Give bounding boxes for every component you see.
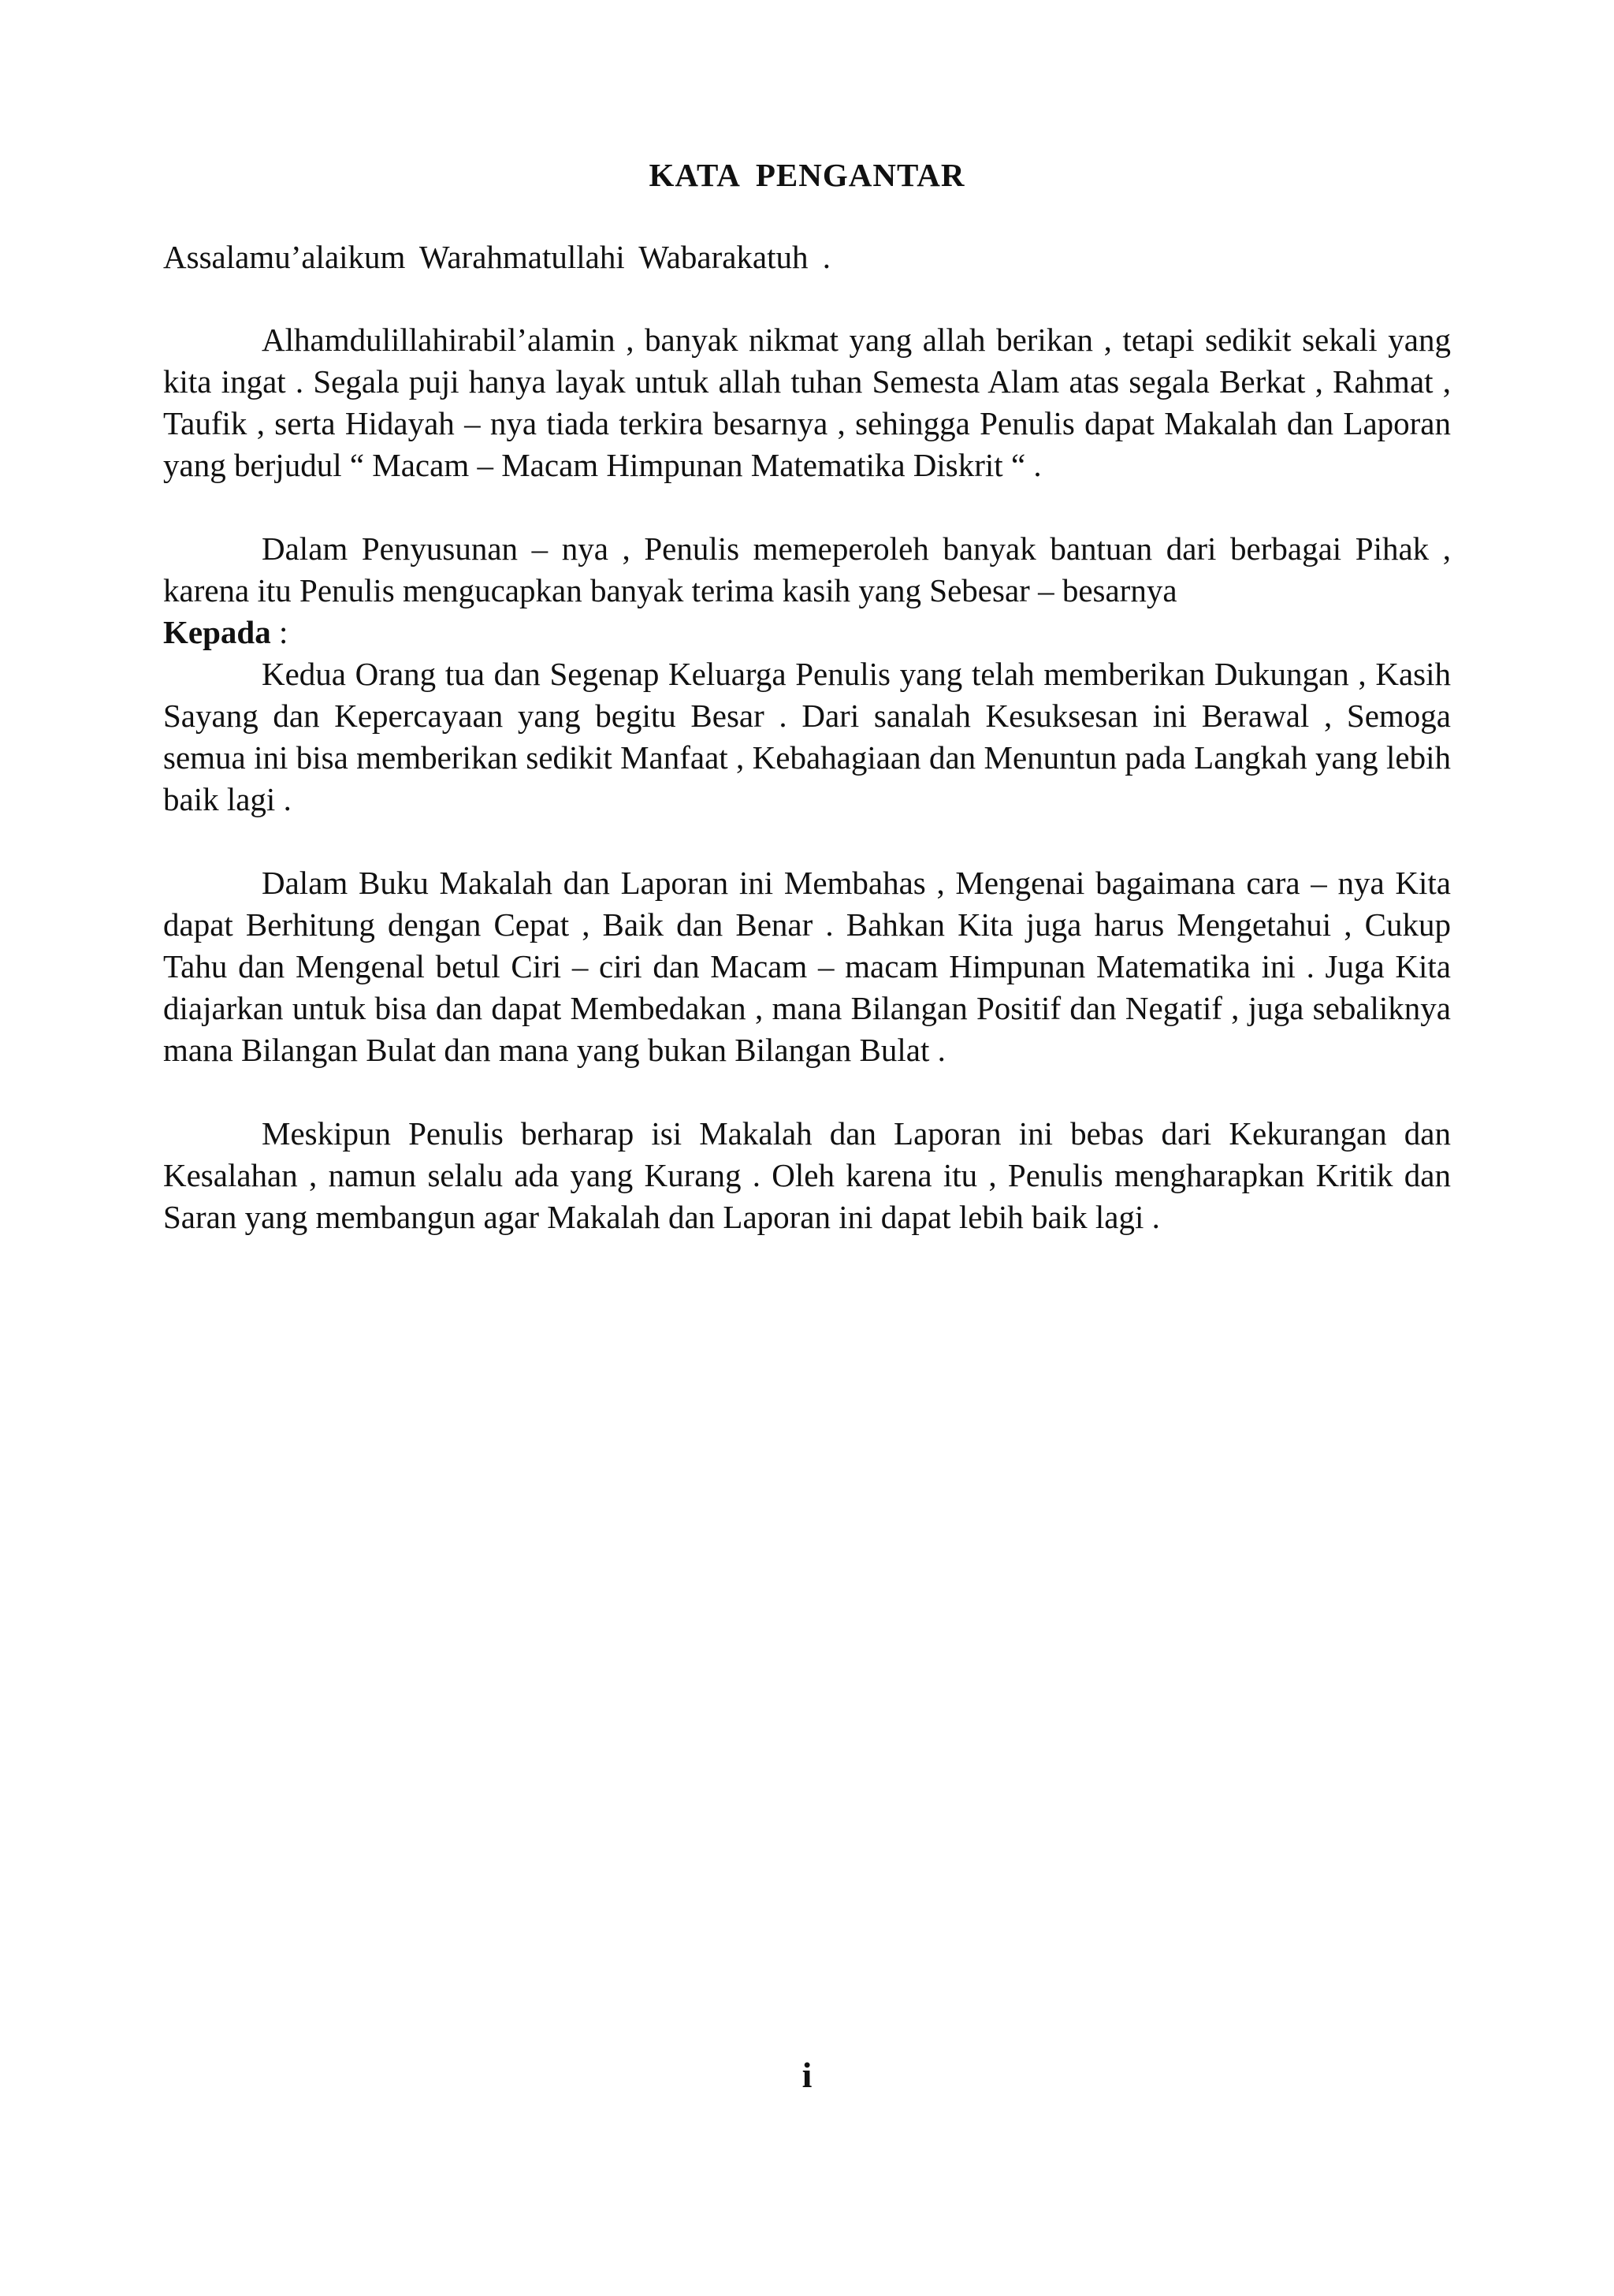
page-title: KATA PENGANTAR [649, 157, 965, 193]
paragraph-buku: Dalam Buku Makalah dan Laporan ini Membahas , Mengenai bagaimana cara – nya Kita dapat Berhitung dengan Cepat , Baik dan Benar . Bahkan Kita juga harus Mengetahui , Cukup Tahu dan Mengenal betul Ciri – ciri dan Macam – macam Himpunan Matematika ini . Juga Kita diajarkan untuk bisa dan dapat Membedakan , mana Bilangan Positif dan Negatif , juga sebaliknya mana Bilangan Bulat dan mana yang bukan Bilangan Bulat . [163, 865, 1451, 1068]
page-number: i [801, 2055, 813, 2095]
paragraph-penyusunan: Dalam Penyusunan – nya , Penulis memeperoleh banyak bantuan dari berbagai Pihak , karena itu Penulis mengucapkan banyak terima kasih yang Sebesar – besarnya [163, 530, 1451, 608]
kepada-line [163, 612, 1451, 653]
paragraph-kedua: Kedua Orang tua dan Segenap Keluarga Penulis yang telah memberikan Dukungan , Kasih Sayang dan Kepercayaan yang begitu Besar . Dari sanalah Kesuksesan ini Berawal , Semoga semua ini bisa memberikan sedikit Manfaat , Kebahagiaan dan Menuntun pada Langkah yang lebih baik lagi . [163, 656, 1451, 817]
document-body [163, 236, 1451, 1238]
kepada-label: Kepada [163, 614, 271, 650]
paragraph-alhamdulillah: Alhamdulillahirabil’alamin , banyak nikmat yang allah berikan , tetapi sedikit sekali yang kita ingat . Segala puji hanya layak untuk allah tuhan Semesta Alam atas segala Berkat , Rahmat , Taufik , serta Hidayah – nya tiada terkira besarnya , sehingga Penulis dapat Makalah dan Laporan yang berjudul “ Macam – Macam Himpunan Matematika Diskrit “ . [163, 322, 1451, 483]
greeting-line: Assalamu’alaikum Warahmatullahi Wabarakatuh . [163, 239, 831, 275]
paragraph-closing: Meskipun Penulis berharap isi Makalah dan Laporan ini bebas dari Kekurangan dan Kesalahan , namun selalu ada yang Kurang . Oleh karena itu , Penulis mengharapkan Kritik dan Saran yang membangun agar Makalah dan Laporan ini dapat lebih baik lagi . [163, 1115, 1451, 1235]
kepada-colon: : [270, 614, 288, 650]
